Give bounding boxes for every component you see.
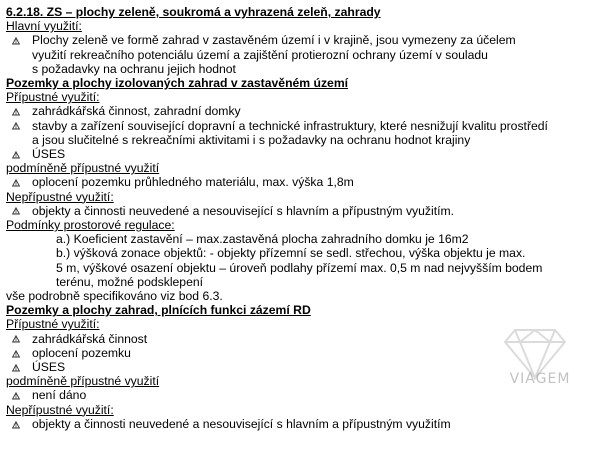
tent-triangle-icon xyxy=(12,360,20,374)
watermark-text: VIAGEM xyxy=(509,371,571,387)
list-item xyxy=(6,119,590,133)
condition-line: a.) Koeficient zastavění – max.zastavěná plocha zahradního domku je 16m2 xyxy=(56,232,469,247)
list-item-text: ÚSES xyxy=(32,360,66,375)
list-item xyxy=(6,417,590,431)
part1-conditional-label: podmíněně přípustné využití xyxy=(6,161,160,176)
part1-forbidden-list xyxy=(6,204,596,218)
tent-triangle-icon xyxy=(12,119,20,133)
list-item-text: zahrádkářská činnost, zahradní domky xyxy=(32,104,241,119)
list-item-text: objekty a činnosti neuvedené a nesouvisející s hlavním a přípustným využitím xyxy=(32,416,451,431)
part2-conditional-list xyxy=(6,388,596,402)
list-item xyxy=(6,175,590,189)
condition-line: terénu, možné podsklepení xyxy=(56,274,204,289)
list-item-text: a jsou slučitelné s rekreačními aktivitami i s požadavky na ochranu hodnot krajiny xyxy=(32,132,471,147)
part1-conditions-label: Podmínky prostorové regulace: xyxy=(6,218,175,233)
tent-triangle-icon xyxy=(12,417,20,431)
list-item xyxy=(6,33,590,47)
part2-allowed-label: Přípustné využití: xyxy=(6,317,100,332)
main-use-label: Hlavní využití: xyxy=(6,19,82,34)
tent-triangle-icon xyxy=(12,104,20,118)
list-item-text: není dáno xyxy=(32,388,87,403)
tent-triangle-icon xyxy=(12,332,20,346)
section-heading: 6.2.18. ZS – plochy zeleně, soukromá a vyhrazená zeleň, zahrady xyxy=(6,5,381,19)
part1-forbidden-label: Nepřípustné využití: xyxy=(6,189,114,204)
list-item-text: objekty a činnosti neuvedené a nesouvisející s hlavním a přípustným využitím. xyxy=(32,203,455,218)
list-item-text: zahrádkářská činnost xyxy=(32,331,148,346)
tent-triangle-icon xyxy=(12,204,20,218)
tent-triangle-icon xyxy=(12,346,20,360)
list-item-text: ÚSES xyxy=(32,147,66,162)
part1-conditional-list xyxy=(6,175,596,189)
condition-line: 5 m, výškové osazení objektu – úroveň podlahy přízemí max. 0,5 m nad nejvyšším bodem xyxy=(56,260,543,275)
tent-triangle-icon xyxy=(12,175,20,189)
list-item-text: oplocení pozemku průhledného materiálu, max. výška 1,8m xyxy=(32,175,354,190)
tent-triangle-icon xyxy=(12,147,20,161)
main-use-list xyxy=(6,33,596,76)
specification-note: vše podrobně specifikováno viz bod 6.3. xyxy=(6,289,223,304)
list-item-continuation xyxy=(6,133,590,147)
list-item-text: stavby a zařízení související dopravní a technické infrastruktury, které nesnižují kvalitu prostředí xyxy=(32,118,548,133)
list-item xyxy=(6,388,590,402)
list-item-continuation xyxy=(6,48,590,62)
list-item-continuation xyxy=(6,62,590,76)
list-item-text: využití rekreačního potenciálu území a zajištění protierozní ochrany území v souladu xyxy=(32,47,488,62)
condition-line: b.) výšková zonace objektů: - objekty přízemní se sedl. střechou, výška objektu je max. xyxy=(56,246,526,261)
tent-triangle-icon xyxy=(12,33,20,47)
list-item xyxy=(6,204,590,218)
list-item-text: Plochy zeleně ve formě zahrad v zastavěném území i v krajině, jsou vymezeny za účelem xyxy=(32,33,516,48)
part2-heading: Pozemky a plochy zahrad, plnících funkci zázemí RD xyxy=(6,303,311,318)
list-item xyxy=(6,147,590,161)
list-item xyxy=(6,104,590,118)
part2-forbidden-label: Nepřípustné využití: xyxy=(6,402,114,417)
part1-allowed-label: Přípustné využití: xyxy=(6,90,100,105)
part2-conditional-label: podmíněně přípustné využití xyxy=(6,374,160,389)
part2-forbidden-list xyxy=(6,417,596,431)
tent-triangle-icon xyxy=(12,388,20,402)
part1-heading: Pozemky a plochy izolovaných zahrad v zastavěném území xyxy=(6,76,349,91)
list-item-text: oplocení pozemku xyxy=(32,345,131,360)
list-item-text: s požadavky na ochranu jejich hodnot xyxy=(32,61,236,76)
part1-allowed-list xyxy=(6,104,596,161)
